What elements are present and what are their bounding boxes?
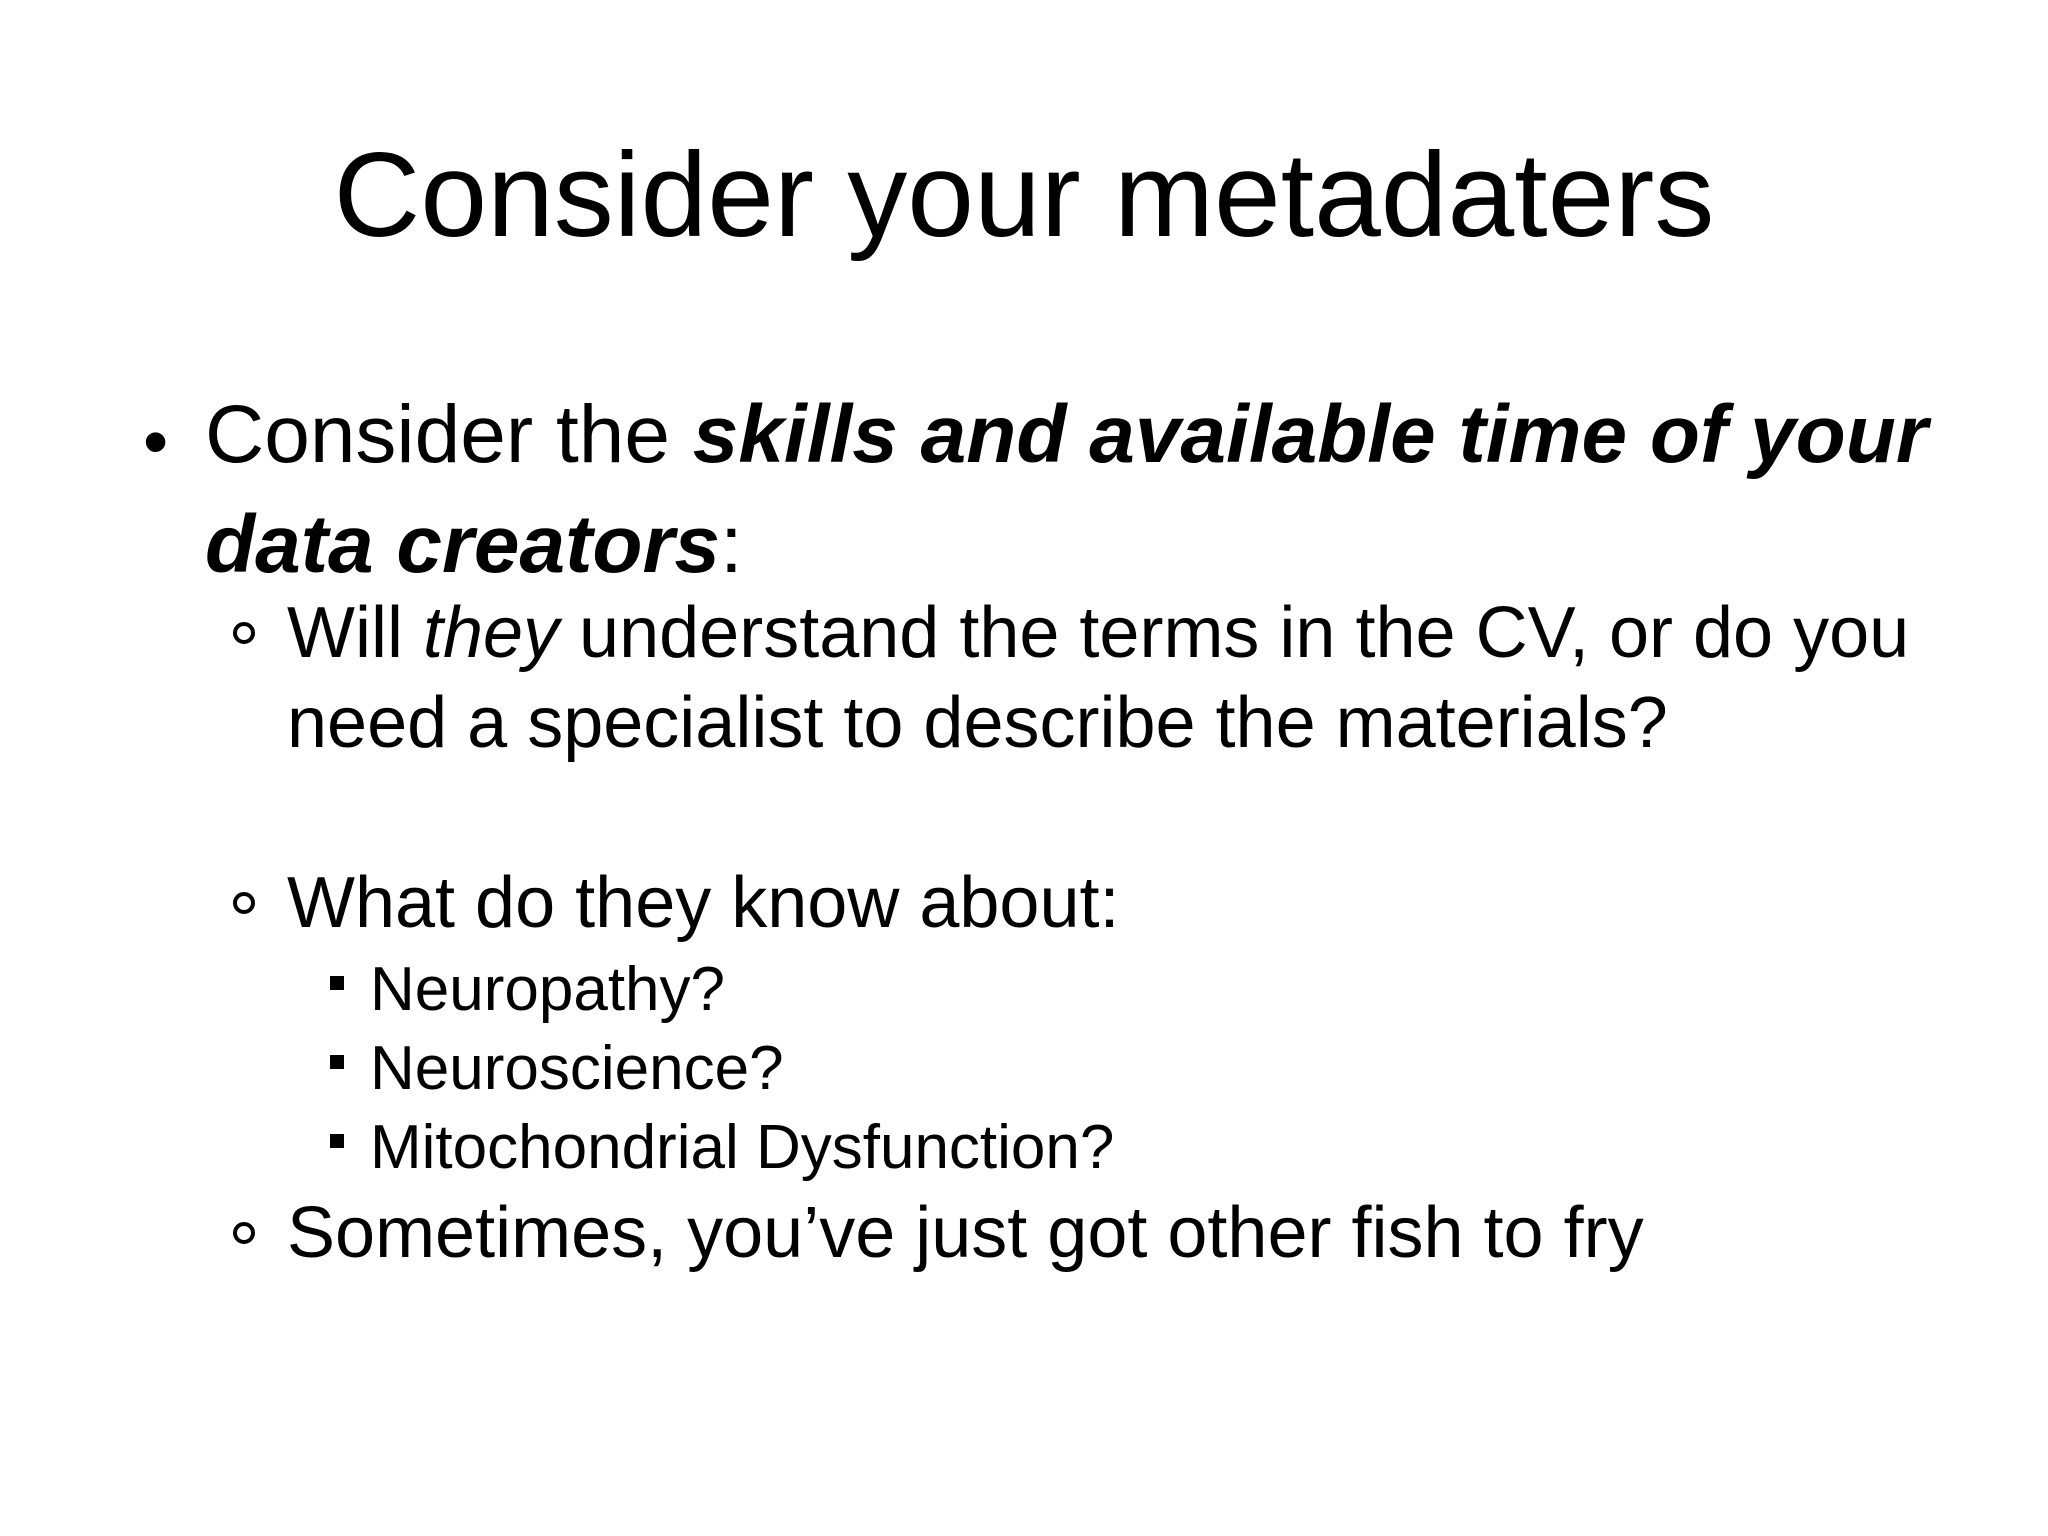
sub-bullet-text: Sometimes, you’ve just got other fish to fry xyxy=(287,1193,1644,1273)
bullet-prefix: Consider the xyxy=(205,389,693,480)
sub-bullet-before: Will xyxy=(287,593,423,673)
bullet-dot-icon: • xyxy=(143,402,169,482)
ring-bullet-icon xyxy=(233,892,255,914)
square-bullet-icon xyxy=(330,1055,344,1069)
slide-title: Consider your metadaters xyxy=(333,128,1715,262)
sub-sub-bullet-text: Neuroscience? xyxy=(370,1034,784,1103)
ring-bullet-icon xyxy=(233,1222,255,1244)
sub-bullet-text xyxy=(287,588,1987,768)
bullet-text xyxy=(205,380,1965,600)
sub-bullet-italic: they xyxy=(422,593,560,673)
square-bullet-icon xyxy=(330,976,344,990)
square-bullet-icon xyxy=(330,1134,344,1148)
ring-bullet-icon xyxy=(233,622,255,644)
sub-sub-bullet-text: Mitochondrial Dysfunction? xyxy=(370,1113,1115,1182)
bullet-emphasis: skills and available time of your data creators xyxy=(205,389,1928,590)
sub-bullet-text: What do they know about: xyxy=(287,863,1120,943)
bullet-suffix: : xyxy=(720,499,743,590)
sub-bullet-after: understand the terms in the CV, or do you need a specialist to describe the materials? xyxy=(287,593,1910,763)
sub-sub-bullet-text: Neuropathy? xyxy=(370,955,726,1024)
